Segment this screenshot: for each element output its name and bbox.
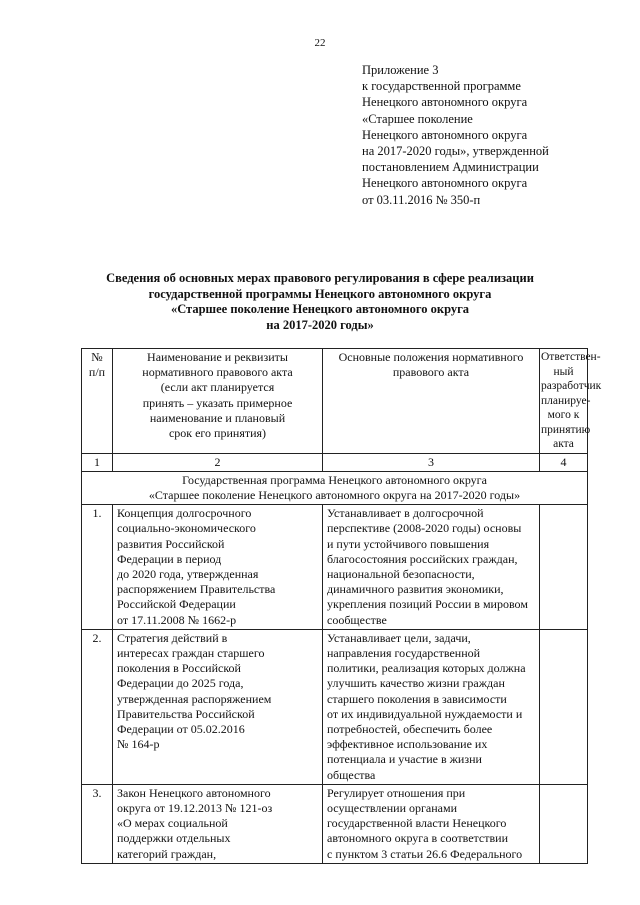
provisions-line: автономного округа в соответствии bbox=[327, 831, 509, 846]
provisions-line: национальной безопасности, bbox=[327, 566, 475, 581]
act-line: распоряжением Правительства bbox=[117, 582, 276, 597]
header-line: ный bbox=[553, 365, 574, 378]
table-row bbox=[82, 629, 588, 784]
table-row bbox=[82, 784, 588, 863]
provisions-line: эффективное использование их bbox=[327, 737, 488, 752]
header-line: Ответствен- bbox=[541, 351, 601, 363]
provisions-line: политики, реализация которых должна bbox=[327, 661, 526, 676]
provisions-cell bbox=[323, 784, 540, 863]
provisions-line: сообществе bbox=[327, 612, 387, 627]
header-line: акта bbox=[553, 438, 574, 450]
act-line: Концепция долгосрочного bbox=[117, 506, 252, 521]
provisions-line: осуществлении органами bbox=[327, 800, 458, 815]
act-cell bbox=[113, 784, 323, 863]
provisions-line: перспективе (2008-2020 годы) основы bbox=[327, 521, 522, 536]
table-header-row bbox=[82, 349, 588, 454]
column-number: 4 bbox=[540, 453, 588, 471]
developer-cell bbox=[540, 505, 588, 630]
column-numbers-row bbox=[82, 453, 588, 471]
act-line: Федерации в период bbox=[117, 551, 222, 566]
act-line: поколения в Российской bbox=[117, 661, 241, 676]
provisions-line: потенциала и участие в жизни bbox=[327, 752, 482, 767]
row-number: 3. bbox=[82, 784, 113, 863]
provisions-line: направления государственной bbox=[327, 645, 481, 660]
appendix-line: постановлением Администрации bbox=[362, 160, 539, 175]
provisions-line: старшего поколения в зависимости bbox=[327, 691, 507, 706]
document-title bbox=[60, 271, 580, 333]
appendix-line: к государственной программе bbox=[362, 79, 521, 94]
act-line: округа от 19.12.2013 № 121-оз bbox=[117, 800, 273, 815]
appendix-line: Приложение 3 bbox=[362, 63, 439, 77]
act-line: от 17.11.2008 № 1662-р bbox=[117, 612, 237, 627]
appendix-note bbox=[362, 62, 549, 208]
header-line: Наименование и реквизиты bbox=[147, 350, 288, 364]
act-line: социально-экономического bbox=[117, 521, 256, 536]
provisions-line: динамичного развития экономики, bbox=[327, 582, 504, 597]
header-provisions bbox=[323, 349, 540, 454]
provisions-cell bbox=[323, 505, 540, 630]
provisions-line: Устанавливает цели, задачи, bbox=[327, 630, 471, 645]
header-line: срок его принятия) bbox=[168, 426, 267, 441]
appendix-line: от 03.11.2016 № 350-п bbox=[362, 192, 481, 207]
developer-cell bbox=[540, 784, 588, 863]
appendix-line: Ненецкого автономного округа bbox=[362, 176, 528, 191]
title-line: на 2017-2020 годы» bbox=[266, 317, 374, 332]
provisions-line: государственной власти Ненецкого bbox=[327, 816, 507, 831]
appendix-line: Ненецкого автономного округа bbox=[362, 95, 528, 110]
provisions-line: благосостояния российских граждан, bbox=[327, 551, 518, 566]
regulation-table bbox=[81, 348, 602, 864]
page-number: 22 bbox=[314, 37, 326, 49]
act-line: интересах граждан старшего bbox=[117, 645, 265, 660]
header-act bbox=[113, 349, 323, 454]
act-cell bbox=[113, 629, 323, 784]
title-line: Сведения об основных мерах правового регулирования в сфере реализации bbox=[106, 271, 534, 285]
act-line: Закон Ненецкого автономного bbox=[117, 785, 271, 800]
developer-cell bbox=[540, 629, 588, 784]
act-line: поддержки отдельных bbox=[117, 831, 231, 846]
appendix-line: «Старшее поколение bbox=[362, 111, 473, 126]
section-title bbox=[82, 471, 588, 504]
table-row bbox=[82, 505, 588, 630]
act-line: Правительства Российской bbox=[117, 706, 255, 721]
header-line: (если акт планируется bbox=[160, 380, 275, 395]
provisions-line: потребностей, обеспечить более bbox=[327, 721, 493, 736]
provisions-line: от их индивидуальной нуждаемости и bbox=[327, 706, 523, 721]
provisions-line: укрепления позиций России в мировом bbox=[327, 597, 528, 612]
header-developer bbox=[540, 349, 602, 454]
provisions-line: общества bbox=[327, 767, 376, 782]
column-number: 1 bbox=[82, 453, 113, 471]
act-line: категорий граждан, bbox=[117, 846, 217, 861]
header-line: принять – указать примерное bbox=[142, 395, 293, 410]
section-title-line: «Старшее поколение Ненецкого автономного округа на 2017-2020 годы» bbox=[148, 487, 521, 502]
row-number: 1. bbox=[82, 505, 113, 630]
act-line: Федерации до 2025 года, bbox=[117, 676, 244, 691]
provisions-line: улучшить качество жизни граждан bbox=[327, 676, 505, 691]
provisions-line: с пунктом 3 статьи 26.6 Федерального bbox=[327, 846, 523, 861]
provisions-line: Устанавливает в долгосрочной bbox=[327, 506, 484, 521]
provisions-line: Регулирует отношения при bbox=[327, 785, 466, 800]
act-cell bbox=[113, 505, 323, 630]
header-line: мого к bbox=[547, 409, 580, 421]
act-line: «О мерах социальной bbox=[117, 816, 228, 831]
header-line: планируе- bbox=[541, 394, 591, 407]
title-line: «Старшее поколение Ненецкого автономного округа bbox=[170, 302, 470, 317]
act-line: № 164-р bbox=[117, 737, 160, 752]
provisions-line: и пути устойчивого повышения bbox=[327, 536, 490, 551]
act-line: утвержденная распоряжением bbox=[117, 691, 272, 706]
header-line: наименование и плановый bbox=[149, 410, 286, 425]
header-line: правового акта bbox=[392, 365, 470, 380]
header-line: нормативного правового акта bbox=[142, 365, 293, 380]
act-line: Федерации от 05.02.2016 bbox=[117, 721, 245, 736]
header-number bbox=[82, 349, 113, 454]
act-line: развития Российской bbox=[117, 536, 225, 551]
act-line: Российской Федерации bbox=[117, 597, 236, 612]
appendix-line: на 2017-2020 годы», утвержденной bbox=[362, 144, 549, 159]
row-number: 2. bbox=[82, 629, 113, 784]
header-line: п/п bbox=[88, 365, 106, 380]
section-row bbox=[82, 471, 588, 504]
header-line: принятию bbox=[541, 423, 591, 436]
header-line: разработчик bbox=[541, 380, 602, 392]
header-line: № bbox=[91, 350, 103, 364]
appendix-line: Ненецкого автономного округа bbox=[362, 127, 528, 142]
column-number: 3 bbox=[323, 453, 540, 471]
act-line: Стратегия действий в bbox=[117, 630, 228, 645]
provisions-cell bbox=[323, 629, 540, 784]
section-title-line: Государственная программа Ненецкого автономного округа bbox=[182, 472, 487, 487]
column-number: 2 bbox=[113, 453, 323, 471]
title-line: государственной программы Ненецкого автономного округа bbox=[148, 286, 492, 301]
header-line: Основные положения нормативного bbox=[338, 350, 524, 364]
act-line: до 2020 года, утвержденная bbox=[117, 566, 259, 581]
